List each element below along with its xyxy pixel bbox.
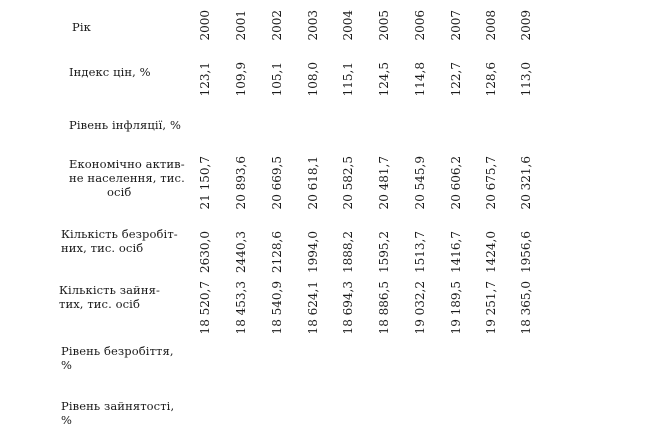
row-label-unemployed-line2: них, тис. осіб — [61, 241, 144, 255]
econ-active-cell: 20 618,1 — [306, 156, 320, 210]
employed-cell: 18 365,0 — [519, 281, 533, 335]
year-cell: 2005 — [377, 10, 391, 41]
row-label-employed-line2: тих, тис. осіб — [59, 297, 140, 311]
employed-cell: 18 540,9 — [270, 281, 284, 335]
employed-cell: 18 453,3 — [234, 281, 248, 335]
row-label-year: Рік — [72, 20, 91, 34]
price-index-cell: 123,1 — [198, 62, 212, 97]
econ-active-cell: 20 893,6 — [234, 156, 248, 210]
unemployed-cell: 2440,3 — [234, 231, 248, 273]
price-index-cell: 105,1 — [270, 62, 284, 97]
year-column — [230, 0, 252, 427]
row-label-econ-active-line2: не населення, тис. — [69, 171, 185, 185]
row-label-econ-active-line3: осіб — [107, 185, 132, 199]
price-index-cell: 115,1 — [341, 62, 355, 97]
year-cell: 2004 — [341, 10, 355, 41]
row-label-price-index: Індекс цін, % — [69, 65, 151, 79]
year-column — [409, 0, 431, 427]
unemployed-cell: 1994,0 — [306, 231, 320, 273]
year-column — [337, 0, 359, 427]
econ-active-cell: 20 545,9 — [413, 156, 427, 210]
year-cell: 2006 — [413, 10, 427, 41]
price-index-cell: 128,6 — [484, 62, 498, 97]
price-index-cell: 122,7 — [449, 62, 463, 97]
row-label-unemployment-rate-line2: % — [61, 358, 73, 372]
unemployed-cell: 2128,6 — [270, 231, 284, 273]
unemployed-cell: 1956,6 — [519, 231, 533, 273]
year-cell: 2007 — [449, 10, 463, 41]
row-label-unemployment-rate-line1: Рівень безробіття, — [61, 344, 174, 358]
year-cell: 2003 — [306, 10, 320, 41]
price-index-cell: 124,5 — [377, 62, 391, 97]
year-column — [302, 0, 324, 427]
year-cell: 2000 — [198, 10, 212, 41]
econ-active-cell: 20 321,6 — [519, 156, 533, 210]
unemployed-cell: 2630,0 — [198, 231, 212, 273]
row-label-unemployed-line1: Кількість безробіт- — [61, 227, 178, 241]
year-column — [445, 0, 467, 427]
employed-cell: 19 189,5 — [449, 281, 463, 335]
price-index-cell: 108,0 — [306, 62, 320, 97]
unemployed-cell: 1513,7 — [413, 231, 427, 273]
employed-cell: 18 886,5 — [377, 281, 391, 335]
econ-active-cell: 21 150,7 — [198, 156, 212, 210]
row-label-employment-rate-line1: Рівень зайнятості, — [61, 399, 175, 413]
row-label-econ-active-line1: Економічно актив- — [69, 157, 185, 171]
year-cell: 2009 — [519, 10, 533, 41]
year-cell: 2001 — [234, 10, 248, 41]
unemployed-cell: 1416,7 — [449, 231, 463, 273]
row-label-inflation: Рівень інфляції, % — [69, 118, 181, 132]
unemployed-cell: 1424,0 — [484, 231, 498, 273]
year-column — [266, 0, 288, 427]
unemployed-cell: 1888,2 — [341, 231, 355, 273]
employed-cell: 18 694,3 — [341, 281, 355, 335]
econ-active-cell: 20 675,7 — [484, 156, 498, 210]
year-column — [194, 0, 216, 427]
econ-active-cell: 20 606,2 — [449, 156, 463, 210]
econ-active-cell: 20 669,5 — [270, 156, 284, 210]
year-cell: 2002 — [270, 10, 284, 41]
year-column — [480, 0, 502, 427]
econ-active-cell: 20 481,7 — [377, 156, 391, 210]
year-column — [373, 0, 395, 427]
year-column — [515, 0, 537, 427]
employed-cell: 18 520,7 — [198, 281, 212, 335]
row-label-employed-line1: Кількість зайня- — [59, 283, 160, 297]
price-index-cell: 114,8 — [413, 62, 427, 97]
employed-cell: 19 032,2 — [413, 281, 427, 335]
econ-active-cell: 20 582,5 — [341, 156, 355, 210]
employed-cell: 19 251,7 — [484, 281, 498, 335]
price-index-cell: 109,9 — [234, 62, 248, 97]
row-label-employment-rate-line2: % — [61, 413, 73, 427]
unemployed-cell: 1595,2 — [377, 231, 391, 273]
price-index-cell: 113,0 — [519, 62, 533, 97]
year-cell: 2008 — [484, 10, 498, 41]
employed-cell: 18 624,1 — [306, 281, 320, 335]
